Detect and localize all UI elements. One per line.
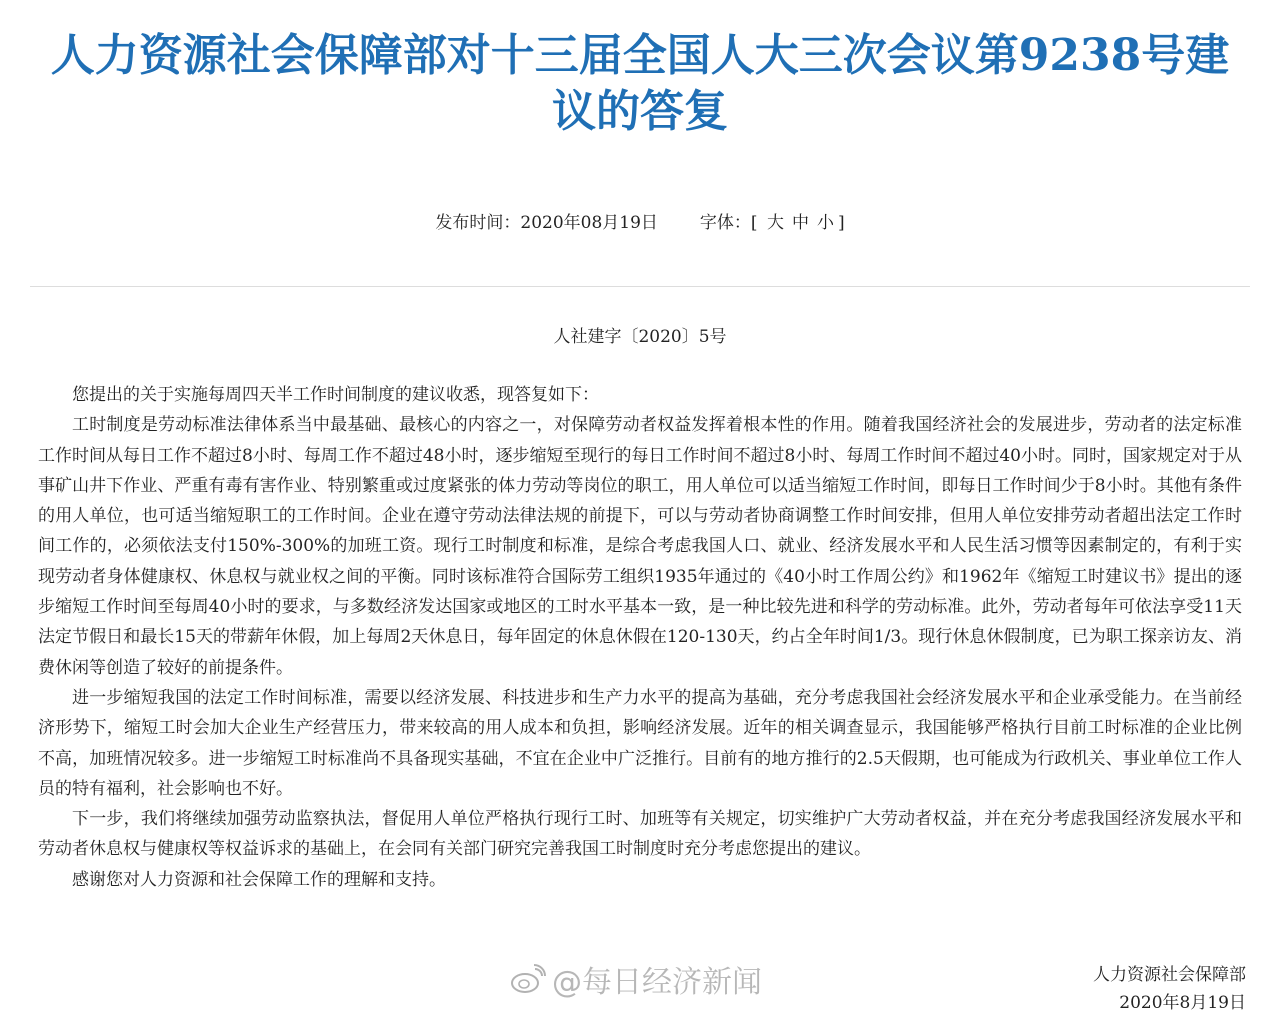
body-paragraph: 工时制度是劳动标准法律体系当中最基础、最核心的内容之一，对保障劳动者权益发挥着根本性的作用。随着我国经济社会的发展进步，劳动者的法定标准工作时间从每日工作不超过8小时、每周工作不超过48小时，逐步缩短至现行的每日工作时间不超过8小时、每周工作时间不超过40小时。同时，国家规定对于从事矿山井下作业、严重有毒有害作业、特别繁重或过度紧张的体力劳动等岗位的职工，用人单位可以适当缩短工作时间，即每日工作时间少于8小时。其他有条件的用人单位，也可适当缩短职工的工作时间。企业在遵守劳动法律法规的前提下，可以与劳动者协商调整工作时间安排，但用人单位安排劳动者超出法定工作时间工作的，必须依法支付150%-300%的加班工资。现行工时制度和标准，是综合考虑我国人口、就业、经济发展水平和人民生活习惯等因素制定的，有利于实现劳动者身体健康权、休息权与就业权之间的平衡。同时该标准符合国际劳工组织1935年通过的《40小时工作周公约》和1962年《缩短工时建议书》提出的逐步缩短工作时间至每周40小时的要求，与多数经济发达国家或地区的工时水平基本一致，是一种比较先进和科学的劳动标准。此外，劳动者每年可依法享受11天法定节假日和最长15天的带薪年休假，加上每周2天休息日，每年固定的休息休假在120-130天，约占全年时间1/3。现行休息休假制度，已为职工探亲访友、消费休闲等创造了较好的前提条件。 bbox=[38, 415, 1242, 678]
body-paragraph: 您提出的关于实施每周四天半工作时间制度的建议收悉，现答复如下： bbox=[72, 385, 599, 405]
font-size-large-button[interactable]: 大 bbox=[766, 213, 784, 233]
signature-date: 2020年8月19日 bbox=[1119, 993, 1246, 1013]
font-size-bracket-open: [ bbox=[750, 213, 758, 233]
body-paragraph: 下一步，我们将继续加强劳动监察执法，督促用人单位严格执行现行工时、加班等有关规定，切实维护广大劳动者权益，并在充分考虑我国经济发展水平和劳动者休息权与健康权等权益诉求的基础上，在会同有关部门研究完善我国工时制度时充分考虑您提出的建议。 bbox=[38, 809, 1242, 860]
watermark-text: @每日经济新闻 bbox=[552, 965, 762, 1000]
font-size-label: 字体： bbox=[699, 213, 751, 233]
font-size-bracket-close: ] bbox=[837, 213, 845, 233]
header-divider bbox=[30, 286, 1250, 287]
publish-date: 2020年08月19日 bbox=[520, 213, 658, 233]
publish-meta bbox=[0, 208, 1280, 233]
body-paragraph: 进一步缩短我国的法定工作时间标准，需要以经济发展、科技进步和生产力水平的提高为基础，充分考虑我国社会经济发展水平和企业承受能力。在当前经济形势下，缩短工时会加大企业生产经营压力，带来较高的用人成本和负担，影响经济发展。近年的相关调查显示，我国能够严格执行目前工时标准的企业比例不高，加班情况较多。进一步缩短工时标准尚不具备现实基础，不宜在企业中广泛推行。目前有的地方推行的2.5天假期，也可能成为行政机关、事业单位工作人员的特有福利，社会影响也不好。 bbox=[38, 687, 1242, 799]
page-title: 人力资源社会保障部对十三届全国人大三次会议第9238号建议的答复 bbox=[50, 30, 1230, 137]
font-size-small-button[interactable]: 小 bbox=[816, 213, 834, 233]
document-number: 人社建字〔2020〕5号 bbox=[553, 327, 727, 347]
body-paragraph: 感谢您对人力资源和社会保障工作的理解和支持。 bbox=[72, 869, 446, 890]
document-body bbox=[38, 380, 1242, 895]
publish-label: 发布时间： bbox=[435, 213, 521, 233]
weibo-icon bbox=[510, 964, 546, 994]
watermark bbox=[510, 960, 762, 998]
font-size-medium-button[interactable]: 中 bbox=[791, 213, 809, 233]
signature-organization: 人力资源社会保障部 bbox=[1093, 965, 1246, 985]
